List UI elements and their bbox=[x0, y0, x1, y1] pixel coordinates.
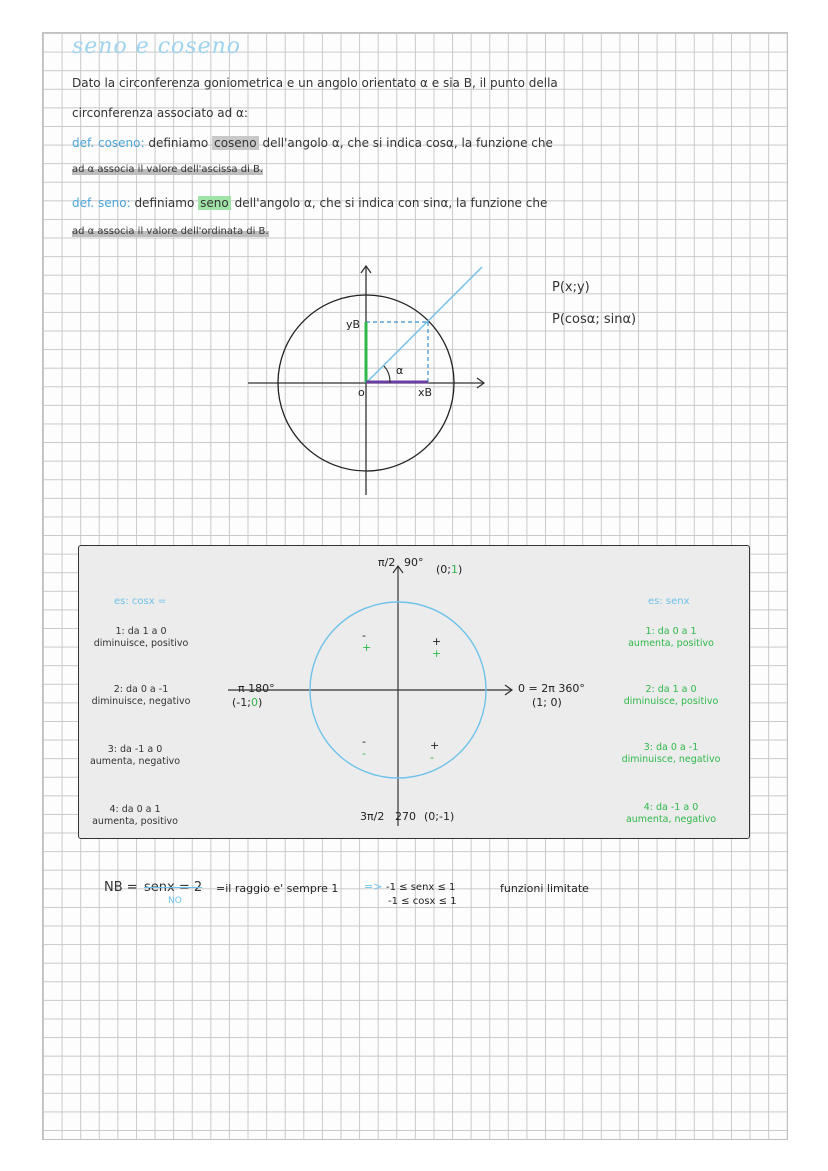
q2-sign-cos: - bbox=[362, 629, 366, 642]
def-cos-label: def. coseno: bbox=[72, 136, 145, 150]
bottom-coord: (0;-1) bbox=[424, 810, 455, 823]
xb-label: xB bbox=[418, 386, 433, 399]
cos-examples-head: es: cosx = bbox=[114, 596, 167, 607]
def-sen-label: def. seno: bbox=[72, 196, 131, 210]
cos-example-4-desc: aumenta, positivo bbox=[92, 816, 178, 827]
q4-sign-cos: + bbox=[430, 739, 440, 752]
sen-example-4-range: 4: da -1 a 0 bbox=[643, 802, 699, 813]
top-angle-deg: 90° bbox=[404, 556, 424, 569]
sen-example-3 bbox=[612, 742, 730, 766]
top-coord-value: 1 bbox=[451, 563, 458, 576]
nb-no: NO bbox=[168, 896, 182, 906]
bottom-angle-deg: 270 bbox=[395, 810, 416, 823]
nb-ineq-sen: -1 ≤ senx ≤ 1 bbox=[386, 882, 456, 893]
sen-example-3-desc: diminuisce, negativo bbox=[621, 754, 721, 765]
intro-line-2: circonferenza associato ad α: bbox=[72, 106, 248, 120]
def-cos-line-2: ad α associa il valore dell'ascissa di B. bbox=[72, 164, 264, 175]
def-cos-text-b: dell'angolo α, che si indica cosα, la funzione che bbox=[262, 136, 553, 150]
sen-example-2-range: 2: da 1 a 0 bbox=[645, 684, 697, 695]
left-angle-label: π 180° bbox=[238, 682, 275, 695]
sen-example-4 bbox=[612, 802, 730, 826]
nb-label: NB = bbox=[104, 880, 138, 895]
nb-reason: =il raggio e' sempre 1 bbox=[216, 882, 339, 895]
left-coord-open: (-1; bbox=[232, 696, 251, 709]
nb-conclusion: funzioni limitate bbox=[500, 882, 589, 895]
sen-example-2-desc: diminuisce, positivo bbox=[623, 696, 719, 707]
cos-example-2 bbox=[86, 684, 196, 708]
top-angle-frac: π/2 bbox=[378, 556, 396, 569]
yb-label: yB bbox=[346, 318, 361, 331]
cos-example-1 bbox=[86, 626, 196, 650]
cos-example-3 bbox=[80, 744, 190, 768]
nb-expr: senx = 2 bbox=[144, 880, 203, 895]
origin-label: o bbox=[358, 386, 365, 399]
cos-example-4 bbox=[80, 804, 190, 828]
q2-sign-sen: + bbox=[362, 641, 372, 654]
def-sen-keyword: seno bbox=[200, 196, 229, 210]
q2-signs bbox=[362, 630, 371, 654]
q3-signs bbox=[362, 736, 366, 760]
sen-example-1 bbox=[612, 626, 730, 650]
sen-example-1-range: 1: da 0 a 1 bbox=[645, 626, 697, 637]
cos-example-1-desc: diminuisce, positivo bbox=[93, 638, 189, 649]
right-angle-label: 0 = 2π 360° bbox=[518, 682, 585, 695]
q3-sign-sen: - bbox=[362, 747, 366, 760]
q1-sign-sen: + bbox=[432, 647, 442, 660]
top-coord-open: (0; bbox=[436, 563, 451, 576]
sen-example-3-range: 3: da 0 a -1 bbox=[643, 742, 699, 753]
left-coord bbox=[232, 696, 262, 709]
cos-example-2-range: 2: da 0 a -1 bbox=[113, 684, 169, 695]
def-sen-line-2: ad α associa il valore dell'ordinata di B. bbox=[72, 226, 269, 237]
def-sen-text-a: definiamo bbox=[134, 196, 195, 210]
q1-signs bbox=[432, 636, 441, 660]
sen-examples-head: es: senx bbox=[648, 596, 690, 607]
nb-ineq-cos: -1 ≤ cosx ≤ 1 bbox=[388, 896, 457, 907]
top-coord-close: ) bbox=[458, 563, 463, 576]
top-coord bbox=[436, 563, 462, 576]
left-coord-close: ) bbox=[257, 696, 263, 709]
nb-arrow: => bbox=[364, 880, 383, 893]
cos-example-3-desc: aumenta, negativo bbox=[89, 756, 181, 767]
def-cos-text-a: definiamo bbox=[148, 136, 209, 150]
q4-sign-sen: - bbox=[430, 751, 434, 764]
point-label: P(x;y) bbox=[552, 280, 590, 295]
def-cos-keyword: coseno bbox=[214, 136, 257, 150]
cos-example-4-range: 4: da 0 a 1 bbox=[109, 804, 161, 815]
intro-line-1: Dato la circonferenza goniometrica e un angolo orientato α e sia B, il punto della bbox=[72, 76, 558, 90]
cos-example-3-range: 3: da -1 a 0 bbox=[107, 744, 163, 755]
right-coord: (1; 0) bbox=[532, 696, 562, 709]
point-trig-label: P(cosα; sinα) bbox=[552, 312, 637, 327]
sen-example-1-desc: aumenta, positivo bbox=[628, 638, 714, 649]
angle-label: α bbox=[396, 364, 404, 377]
q4-signs bbox=[430, 740, 439, 764]
left-coord-value: 0 bbox=[250, 696, 258, 709]
sen-example-4-desc: aumenta, negativo bbox=[625, 814, 717, 825]
q1-sign-cos: + bbox=[432, 635, 442, 648]
bottom-angle-frac: 3π/2 bbox=[360, 810, 385, 823]
sen-example-2 bbox=[612, 684, 730, 708]
cos-example-2-desc: diminuisce, negativo bbox=[91, 696, 191, 707]
q3-sign-cos: - bbox=[362, 735, 366, 748]
cos-example-1-range: 1: da 1 a 0 bbox=[115, 626, 167, 637]
page-title: seno e coseno bbox=[72, 34, 242, 59]
def-sen-text-b: dell'angolo α, che si indica con sinα, la funzione che bbox=[234, 196, 548, 210]
